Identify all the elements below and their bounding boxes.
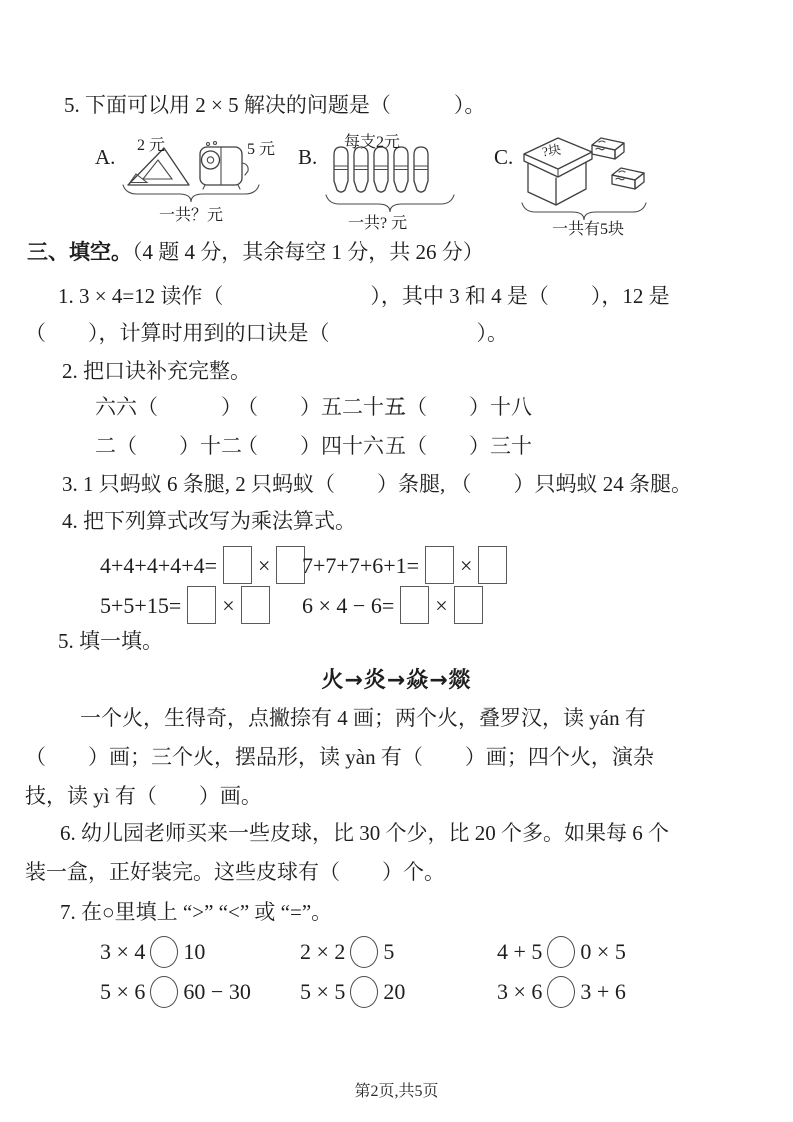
times-sign: × [258, 553, 271, 578]
option-b-label: B. [298, 145, 318, 169]
q2-r1c2: （ ）五二十五 [237, 395, 405, 419]
q7-compare-1 [100, 936, 205, 968]
q7-left-expr: 4 + 5 [497, 939, 543, 964]
q7-right-expr: 60 − 30 [183, 979, 251, 1004]
q7-compare-5 [300, 976, 405, 1008]
q7-compare-3 [497, 936, 626, 968]
answer-box [187, 586, 216, 624]
q4-equation-1 [100, 546, 311, 584]
answer-circle [350, 976, 378, 1008]
q5-stem: 5. 填一填。 [58, 629, 163, 653]
q6-line1: 6. 幼儿园老师买来一些皮球，比 30 个少，比 20 个多。如果每 6 个 [60, 821, 669, 845]
answer-box [223, 546, 252, 584]
option-c-caption: 一共有5块 [552, 221, 625, 238]
q7-right-expr: 3 + 6 [580, 979, 626, 1004]
answer-box [478, 546, 507, 584]
unit-price-tag: 每支2元 [344, 134, 401, 151]
option-a-caption: 一共？元 [159, 207, 224, 224]
q4-eq3-text: 5+5+15= [100, 593, 182, 618]
pens-icon [334, 147, 428, 192]
q7-compare-2 [300, 936, 394, 968]
q4-equation-3 [100, 586, 276, 624]
q2-r2c3: 五（ ）三十 [385, 434, 532, 458]
price-tag-sharpener: 5 元 [247, 141, 276, 158]
q4-eq2-text: 7+7+7+6+1= [302, 553, 420, 578]
option-b [298, 132, 473, 232]
q5-para-line2: （ ）画；三个火，摆品形，读 yàn 有（ ）画；四个火，演杂 [25, 745, 654, 769]
option-c [494, 124, 714, 236]
q7-left-expr: 5 × 5 [300, 979, 346, 1004]
q4-equation-2 [302, 546, 513, 584]
q7-right-expr: 0 × 5 [580, 939, 626, 964]
box-count-tag: ?块 [541, 141, 562, 160]
section-3-header [27, 236, 484, 266]
price-tag-ruler: 2 元 [137, 137, 166, 154]
q7-right-expr: 5 [383, 939, 395, 964]
times-sign: × [222, 593, 235, 618]
times-sign: × [435, 593, 448, 618]
q2-stem: 2. 把口诀补充完整。 [62, 359, 251, 383]
q5-fire-heading: 火→炎→焱→燚 [321, 668, 472, 693]
answer-box [454, 586, 483, 624]
q3-text: 3. 1 只蚂蚁 6 条腿, 2 只蚂蚁（ ）条腿, （ ）只蚂蚁 24 条腿。 [62, 472, 692, 496]
q4-eq1-text: 4+4+4+4+4= [100, 553, 218, 578]
q5-para-line1: 一个火，生得奇，点撇捺有 4 画；两个火，叠罗汉，读 yán 有 [80, 706, 646, 730]
q1-line1: 1. 3 × 4=12 读作（ ），其中 3 和 4 是（ ），12 是 [58, 284, 670, 308]
answer-circle [150, 936, 178, 968]
q7-right-expr: 20 [383, 979, 406, 1004]
q7-left-expr: 3 × 6 [497, 979, 543, 1004]
answer-circle [547, 976, 575, 1008]
q5-para-line3: 技，读 yì 有（ ）画。 [25, 784, 262, 808]
answer-circle [150, 976, 178, 1008]
answer-circle [350, 936, 378, 968]
answer-box [425, 546, 454, 584]
answer-box [241, 586, 270, 624]
pencil-sharpener-icon [200, 142, 248, 190]
section-3-note: （4 题 4 分，其余每空 1 分，共 26 分） [132, 240, 484, 264]
option-c-label: C. [494, 145, 514, 169]
q4-equation-4 [302, 586, 489, 624]
q1-line2: （ ），计算时用到的口诀是（ ）。 [25, 321, 508, 345]
times-sign: × [460, 553, 473, 578]
q2-r1c1: 六六（ ） [95, 395, 242, 419]
answer-circle [547, 936, 575, 968]
q6-line2: 装一盒，正好装完。这些皮球有（ ）个。 [25, 860, 445, 884]
option-a-label: A. [95, 145, 116, 169]
q7-left-expr: 5 × 6 [100, 979, 146, 1004]
q2-r2c1: 二（ ）十二 [95, 434, 242, 458]
eraser-icon [592, 138, 624, 159]
option-b-caption: 一共? 元 [348, 215, 408, 232]
brace-icon [123, 185, 259, 202]
q7-compare-6 [497, 976, 626, 1008]
page-number-footer: 第2页,共5页 [354, 1083, 439, 1100]
q5-choice-stem: 5. 下面可以用 2 × 5 解决的问题是（ ）。 [64, 93, 486, 117]
q7-left-expr: 3 × 4 [100, 939, 146, 964]
q7-right-expr: 10 [183, 939, 206, 964]
q7-stem: 7. 在○里填上 “>” “<” 或 “=”。 [60, 900, 333, 924]
answer-box [400, 586, 429, 624]
section-3-title: 三、填空。 [27, 240, 132, 264]
q2-r1c3: 三（ ）十八 [385, 395, 532, 419]
eraser-icon [612, 168, 644, 189]
option-a [95, 132, 305, 222]
q7-left-expr: 2 × 2 [300, 939, 346, 964]
q2-r2c2: （ ）四十六 [237, 434, 384, 458]
q7-compare-4 [100, 976, 251, 1008]
q4-stem: 4. 把下列算式改写为乘法算式。 [62, 509, 356, 533]
q4-eq4-text: 6 × 4 − 6= [302, 593, 395, 618]
